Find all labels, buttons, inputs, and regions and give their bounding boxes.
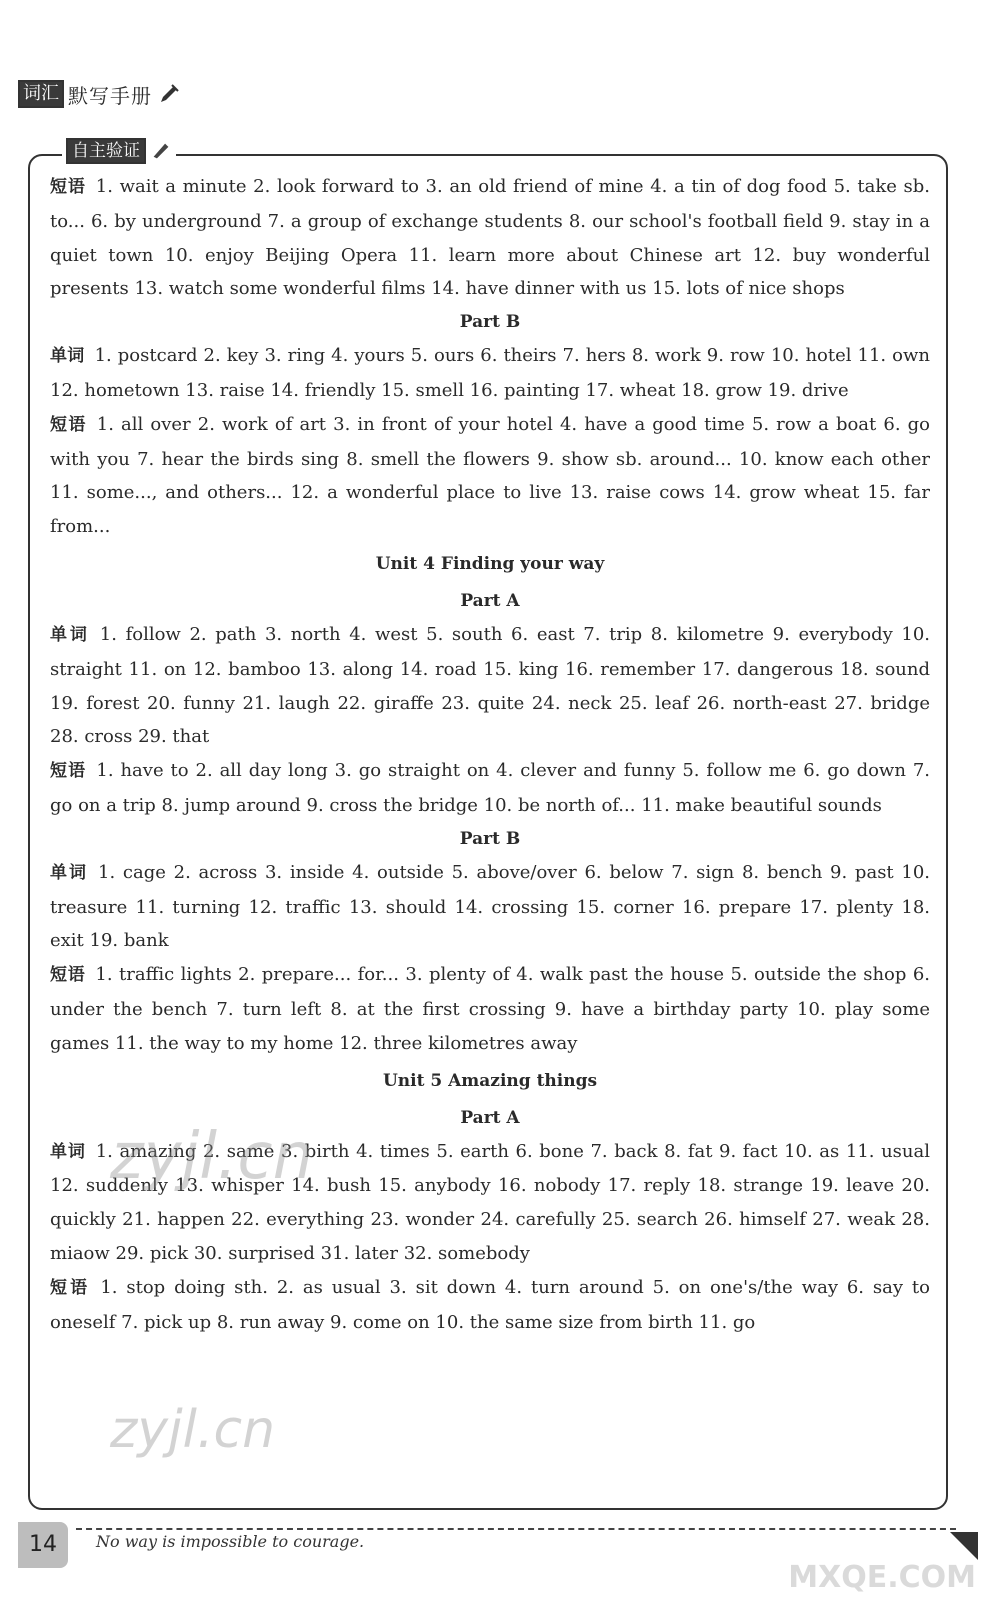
paragraph-label: 单词 — [50, 346, 85, 367]
vocab-paragraph — [50, 170, 930, 306]
part-heading: Part A — [460, 590, 520, 611]
paragraph-text: 1. cage 2. across 3. inside 4. outside 5. above/over 6. below 7. sign 8. bench 9. past 10. treasure 11. turning 12. traffic 13. should 14. crossing 15. corner 16. prepare 17. plenty 18. exit 19. bank — [50, 861, 931, 952]
pen-icon — [158, 83, 180, 105]
part-heading: Part A — [460, 1107, 520, 1128]
paragraph-label: 单词 — [50, 862, 89, 883]
paragraph-label: 短语 — [50, 965, 86, 986]
watermark: zyjl.cn — [110, 1120, 314, 1194]
paragraph-label: 短语 — [50, 414, 87, 435]
vocab-paragraph — [50, 856, 930, 958]
paragraph-text: 1. amazing 2. same 3. birth 4. times 5. earth 6. bone 7. back 8. fat 9. fact 10. as 11. usual 12. suddenly 13. whisper 14. bush 15. anybody 16. nobody 17. reply 18. strange 19. leave 20. quickly 21. happen 22. everything 23. wonder 24. carefully 25. search 26. himself 27. weak 28. miaow 29. pick 30. surprised 31. later 32. somebody — [50, 1140, 930, 1264]
paragraph-label: 短语 — [50, 761, 87, 782]
pencil-icon — [152, 142, 170, 160]
part-heading: Part B — [459, 312, 521, 333]
vocab-paragraph — [50, 754, 930, 823]
vocab-paragraph — [50, 1135, 930, 1271]
paragraph-text: 1. postcard 2. key 3. ring 4. yours 5. ours 6. theirs 7. hers 8. work 9. row 10. hotel 11. own 12. hometown 13. raise 14. friendly 15. smell 16. painting 17. wheat 18. grow 19. drive — [50, 345, 931, 401]
paragraph-text: 1. traffic lights 2. prepare... for... 3. plenty of 4. walk past the house 5. outside the shop 6. under the bench 7. turn left 8. at the first crossing 9. have a birthday party 10. play some games 11. the way to my home 12. three kilometres away — [50, 964, 931, 1054]
page-header — [18, 78, 180, 110]
unit-heading: Unit 4 Finding your way — [375, 553, 605, 574]
header-title: 默写手册 — [68, 83, 152, 108]
corner-watermark: MXQE.COM — [788, 1560, 976, 1595]
watermark-lower: zyjl.cn — [110, 1400, 276, 1460]
corner-triangle-icon — [950, 1532, 978, 1560]
page-number: 14 — [18, 1522, 68, 1568]
unit-heading: Unit 5 Amazing things — [382, 1070, 598, 1091]
paragraph-label: 短语 — [50, 177, 86, 197]
paragraph-text: 1. wait a minute 2. look forward to 3. an old friend of mine 4. a tin of dog food 5. take sb. to... 6. by underground 7. a group of exchange students 8. our school's football field 9. stay in a quiet town 10. enjoy Beijing Opera 11. learn more about Chinese art 12. buy wonderful presents 13. watch some wonderful films 14. have dinner with us 15. lots of nice shops — [50, 176, 931, 300]
section-label-text: 自主验证 — [66, 138, 146, 164]
vocab-paragraph — [50, 618, 930, 754]
vocab-paragraph — [50, 1271, 930, 1340]
paragraph-label: 单词 — [50, 624, 90, 645]
paragraph-text: 1. all over 2. work of art 3. in front of your hotel 4. have a good time 5. row a boat 6. go with you 7. hear the birds sing 8. smell the flowers 9. show sb. around... 10. know each other 11. some..., and others... 12. a wonderful place to live 13. raise cows 14. grow wheat 15. far from... — [50, 413, 931, 538]
page-footer — [18, 1522, 978, 1568]
vocab-paragraph — [50, 408, 930, 544]
paragraph-label: 单词 — [50, 1141, 86, 1162]
vocab-paragraph — [50, 958, 930, 1060]
header-tag: 词汇 — [18, 80, 64, 108]
vocab-content — [50, 170, 930, 1339]
footer-motto: No way is impossible to courage. — [96, 1532, 365, 1551]
section-label — [62, 137, 176, 165]
vocab-paragraph — [50, 339, 930, 408]
paragraph-text: 1. stop doing sth. 2. as usual 3. sit down 4. turn around 5. on one's/the way 6. say to oneself 7. pick up 8. run away 9. come on 10. the same size from birth 11. go — [50, 1276, 930, 1333]
paragraph-text: 1. have to 2. all day long 3. go straight on 4. clever and funny 5. follow me 6. go down 7. go on a trip 8. jump around 9. cross the bridge 10. be north of... 11. make beautiful sounds — [50, 760, 931, 816]
part-heading: Part B — [459, 828, 521, 849]
paragraph-text: 1. follow 2. path 3. north 4. west 5. south 6. east 7. trip 8. kilometre 9. everybody 10. straight 11. on 12. bamboo 13. along 14. road 15. king 16. remember 17. dangerous 18. sound 19. forest 20. funny 21. laugh 22. giraffe 23. quite 24. neck 25. leaf 26. north-east 27. bridge 28. cross 29. that — [50, 623, 931, 748]
paragraph-label: 短语 — [50, 1277, 91, 1298]
